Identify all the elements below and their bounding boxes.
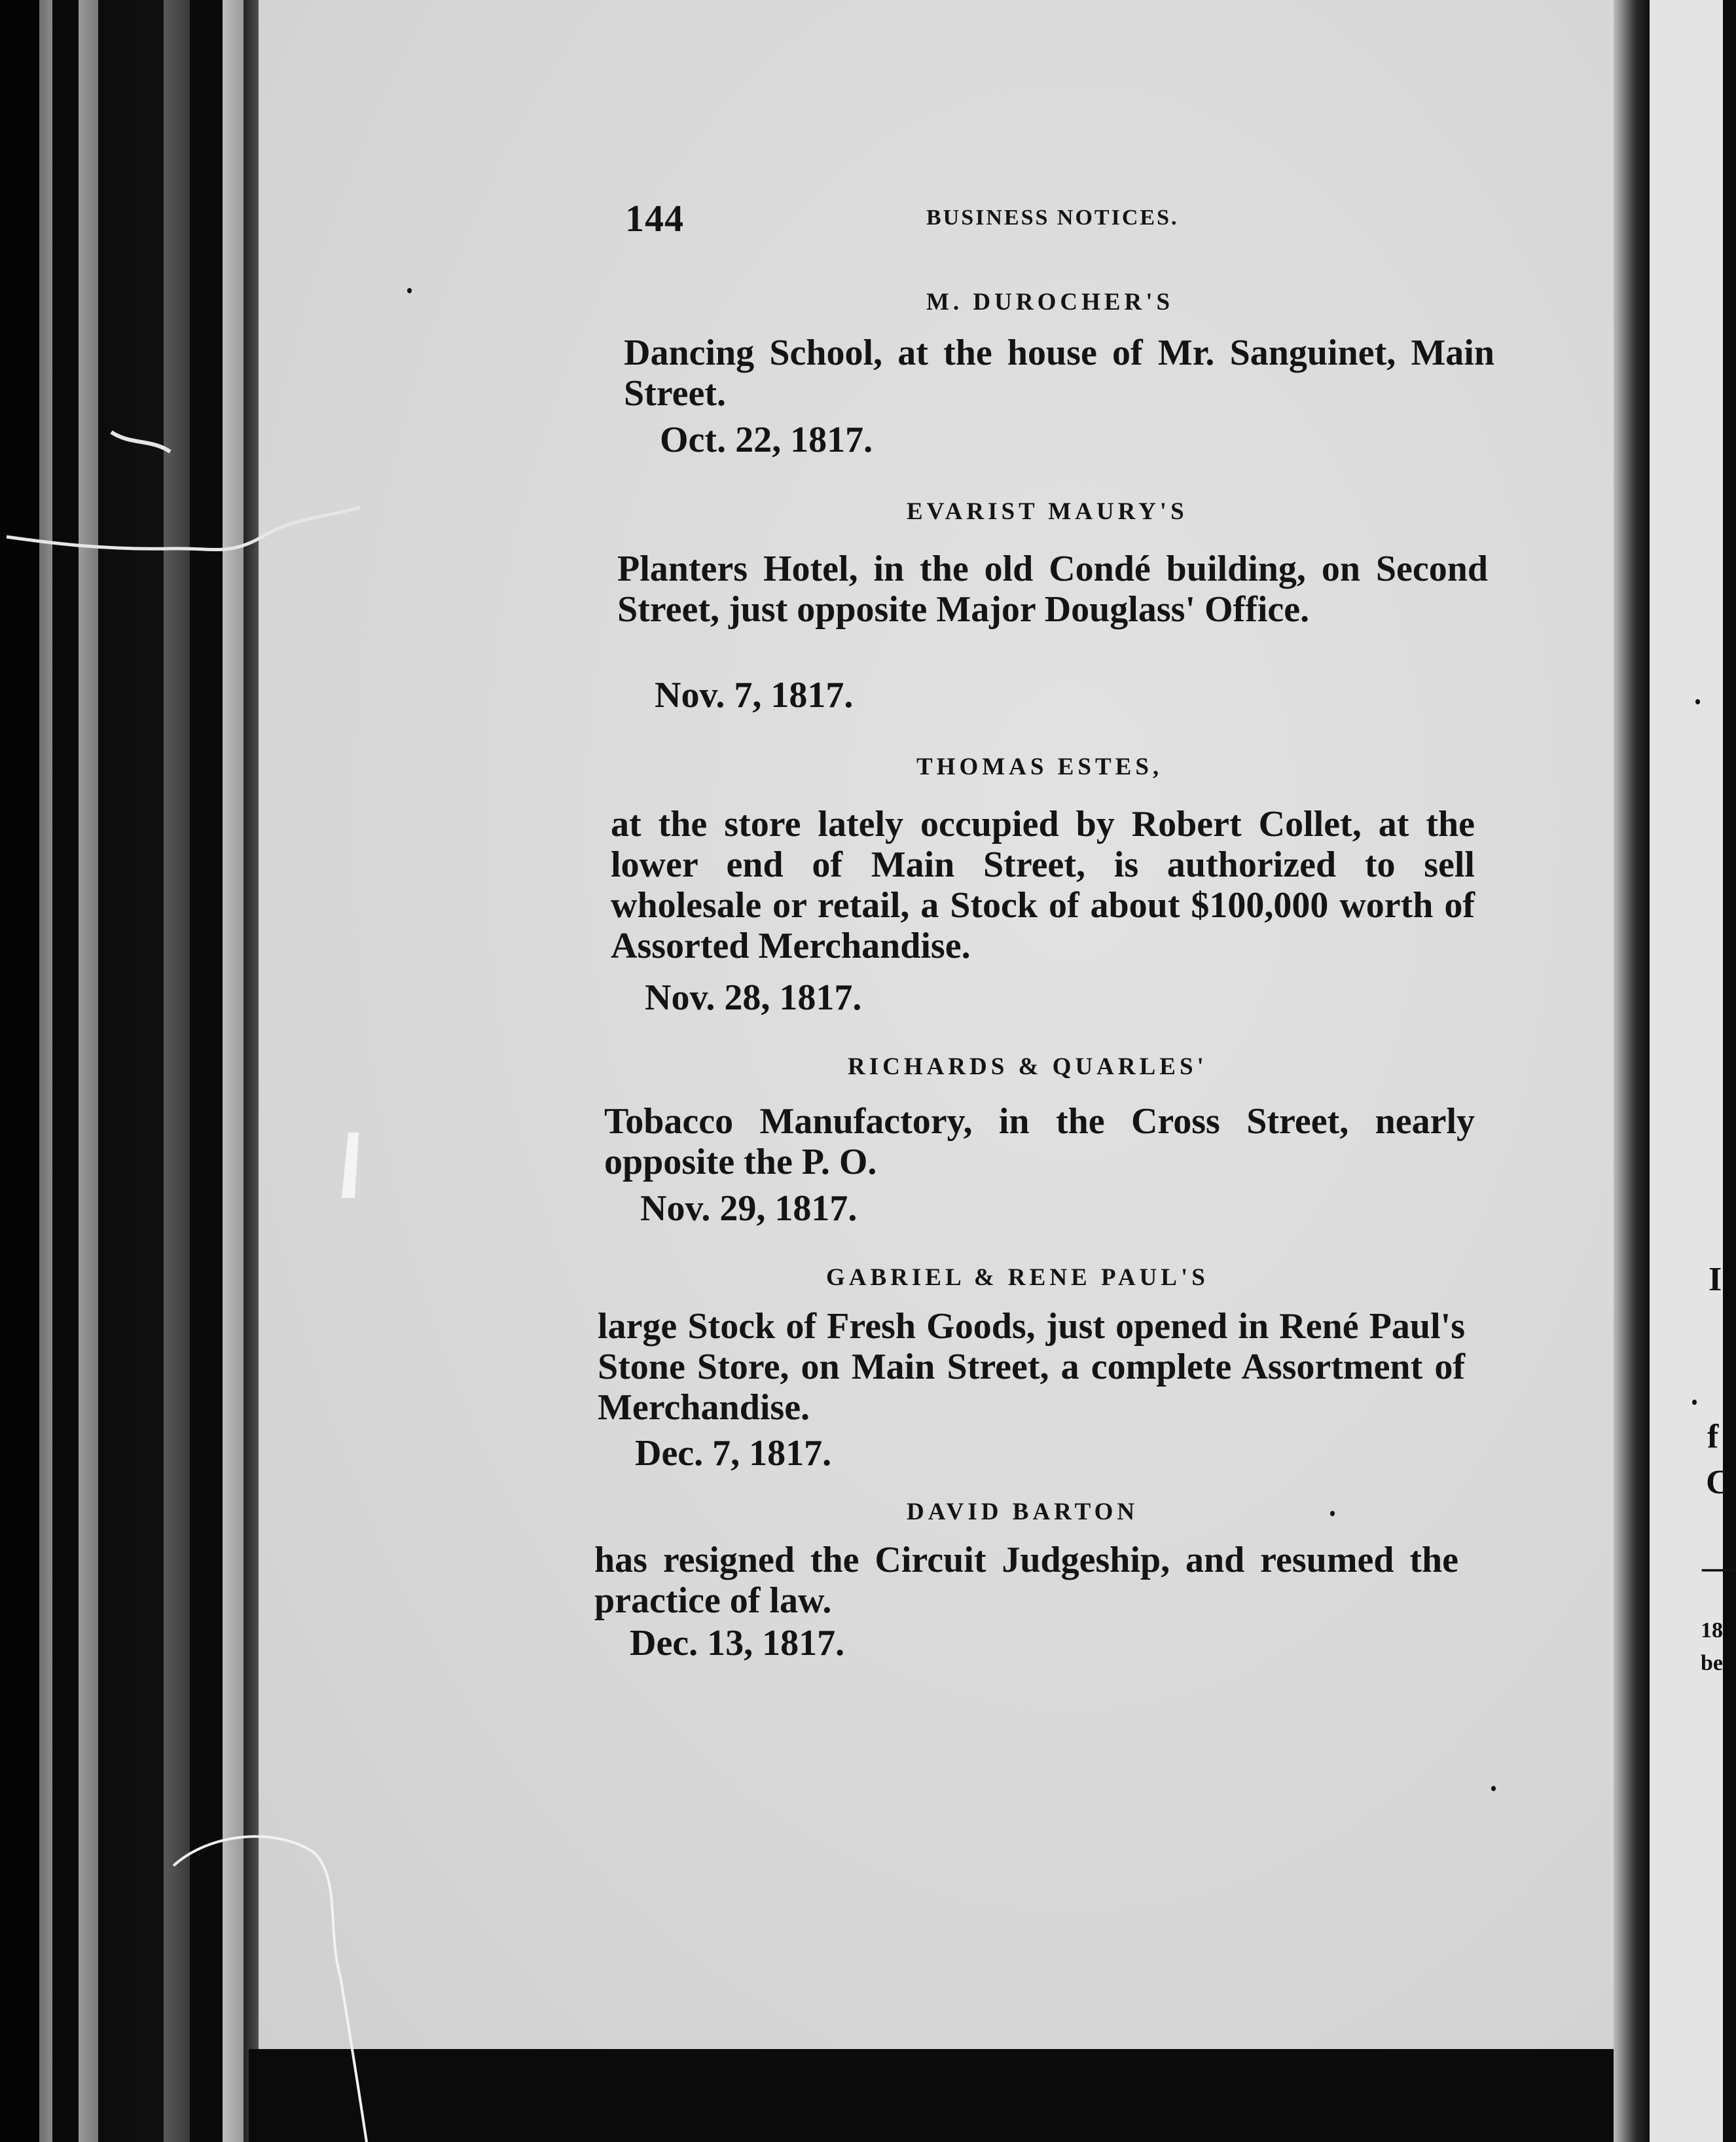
notice-body: large Stock of Fresh Goods, just opened in René Paul's Stone Store, on Main Street, a complete Assortment of Merchandise. <box>598 1306 1465 1428</box>
notice-date: Dec. 13, 1817. <box>630 1623 845 1663</box>
page-bottom-shadow <box>249 2049 1623 2142</box>
facing-page-fragment: C <box>1706 1464 1731 1501</box>
notice-body: Dancing School, at the house of Mr. Sanguinet, Main Street. <box>624 333 1494 414</box>
notice-body: Tobacco Manufactory, in the Cross Street, nearly opposite the P. O. <box>604 1101 1475 1182</box>
running-head: BUSINESS NOTICES. <box>926 206 1179 230</box>
right-edge-shadow <box>1614 0 1652 2142</box>
facing-page-fragment: 18 <box>1701 1618 1723 1643</box>
print-speck <box>1330 1511 1335 1516</box>
facing-page-fragment: f <box>1707 1418 1719 1455</box>
page-header <box>625 196 1280 249</box>
notice-heading: THOMAS ESTES, <box>916 753 1163 780</box>
print-speck <box>1695 699 1700 704</box>
notice-date: Dec. 7, 1817. <box>635 1433 832 1474</box>
binding-gutter <box>0 0 262 2142</box>
print-speck <box>1692 1400 1697 1405</box>
print-speck <box>407 288 412 293</box>
notice-date: Nov. 7, 1817. <box>655 675 854 716</box>
facing-page-fragment: — <box>1702 1549 1736 1586</box>
facing-page-fragment: I <box>1709 1261 1722 1298</box>
notice-body: at the store lately occupied by Robert Collet, at the lower end of Main Street, is authorized to sell wholesale or retail, a Stock of about $100,000 worth of Assorted Merchandise. <box>611 804 1475 966</box>
notice-heading: EVARIST MAURY'S <box>907 498 1188 525</box>
print-speck <box>1491 1786 1496 1791</box>
notice-heading: M. DUROCHER'S <box>926 289 1174 316</box>
notice-date: Oct. 22, 1817. <box>660 420 873 460</box>
notice-date: Nov. 29, 1817. <box>640 1188 858 1229</box>
notice-body: Planters Hotel, in the old Condé building, on Second Street, just opposite Major Douglass' Office. <box>617 549 1488 630</box>
notice-heading: RICHARDS & QUARLES' <box>848 1053 1208 1080</box>
notice-heading: GABRIEL & RENE PAUL'S <box>826 1264 1209 1291</box>
notice-date: Nov. 28, 1817. <box>645 977 862 1018</box>
facing-page-sliver <box>1650 0 1723 2142</box>
facing-page-fragment: be <box>1701 1651 1723 1675</box>
page-number: 144 <box>625 197 684 240</box>
notice-body: has resigned the Circuit Judgeship, and resumed the practice of law. <box>594 1540 1458 1621</box>
notice-heading: DAVID BARTON <box>907 1498 1139 1525</box>
